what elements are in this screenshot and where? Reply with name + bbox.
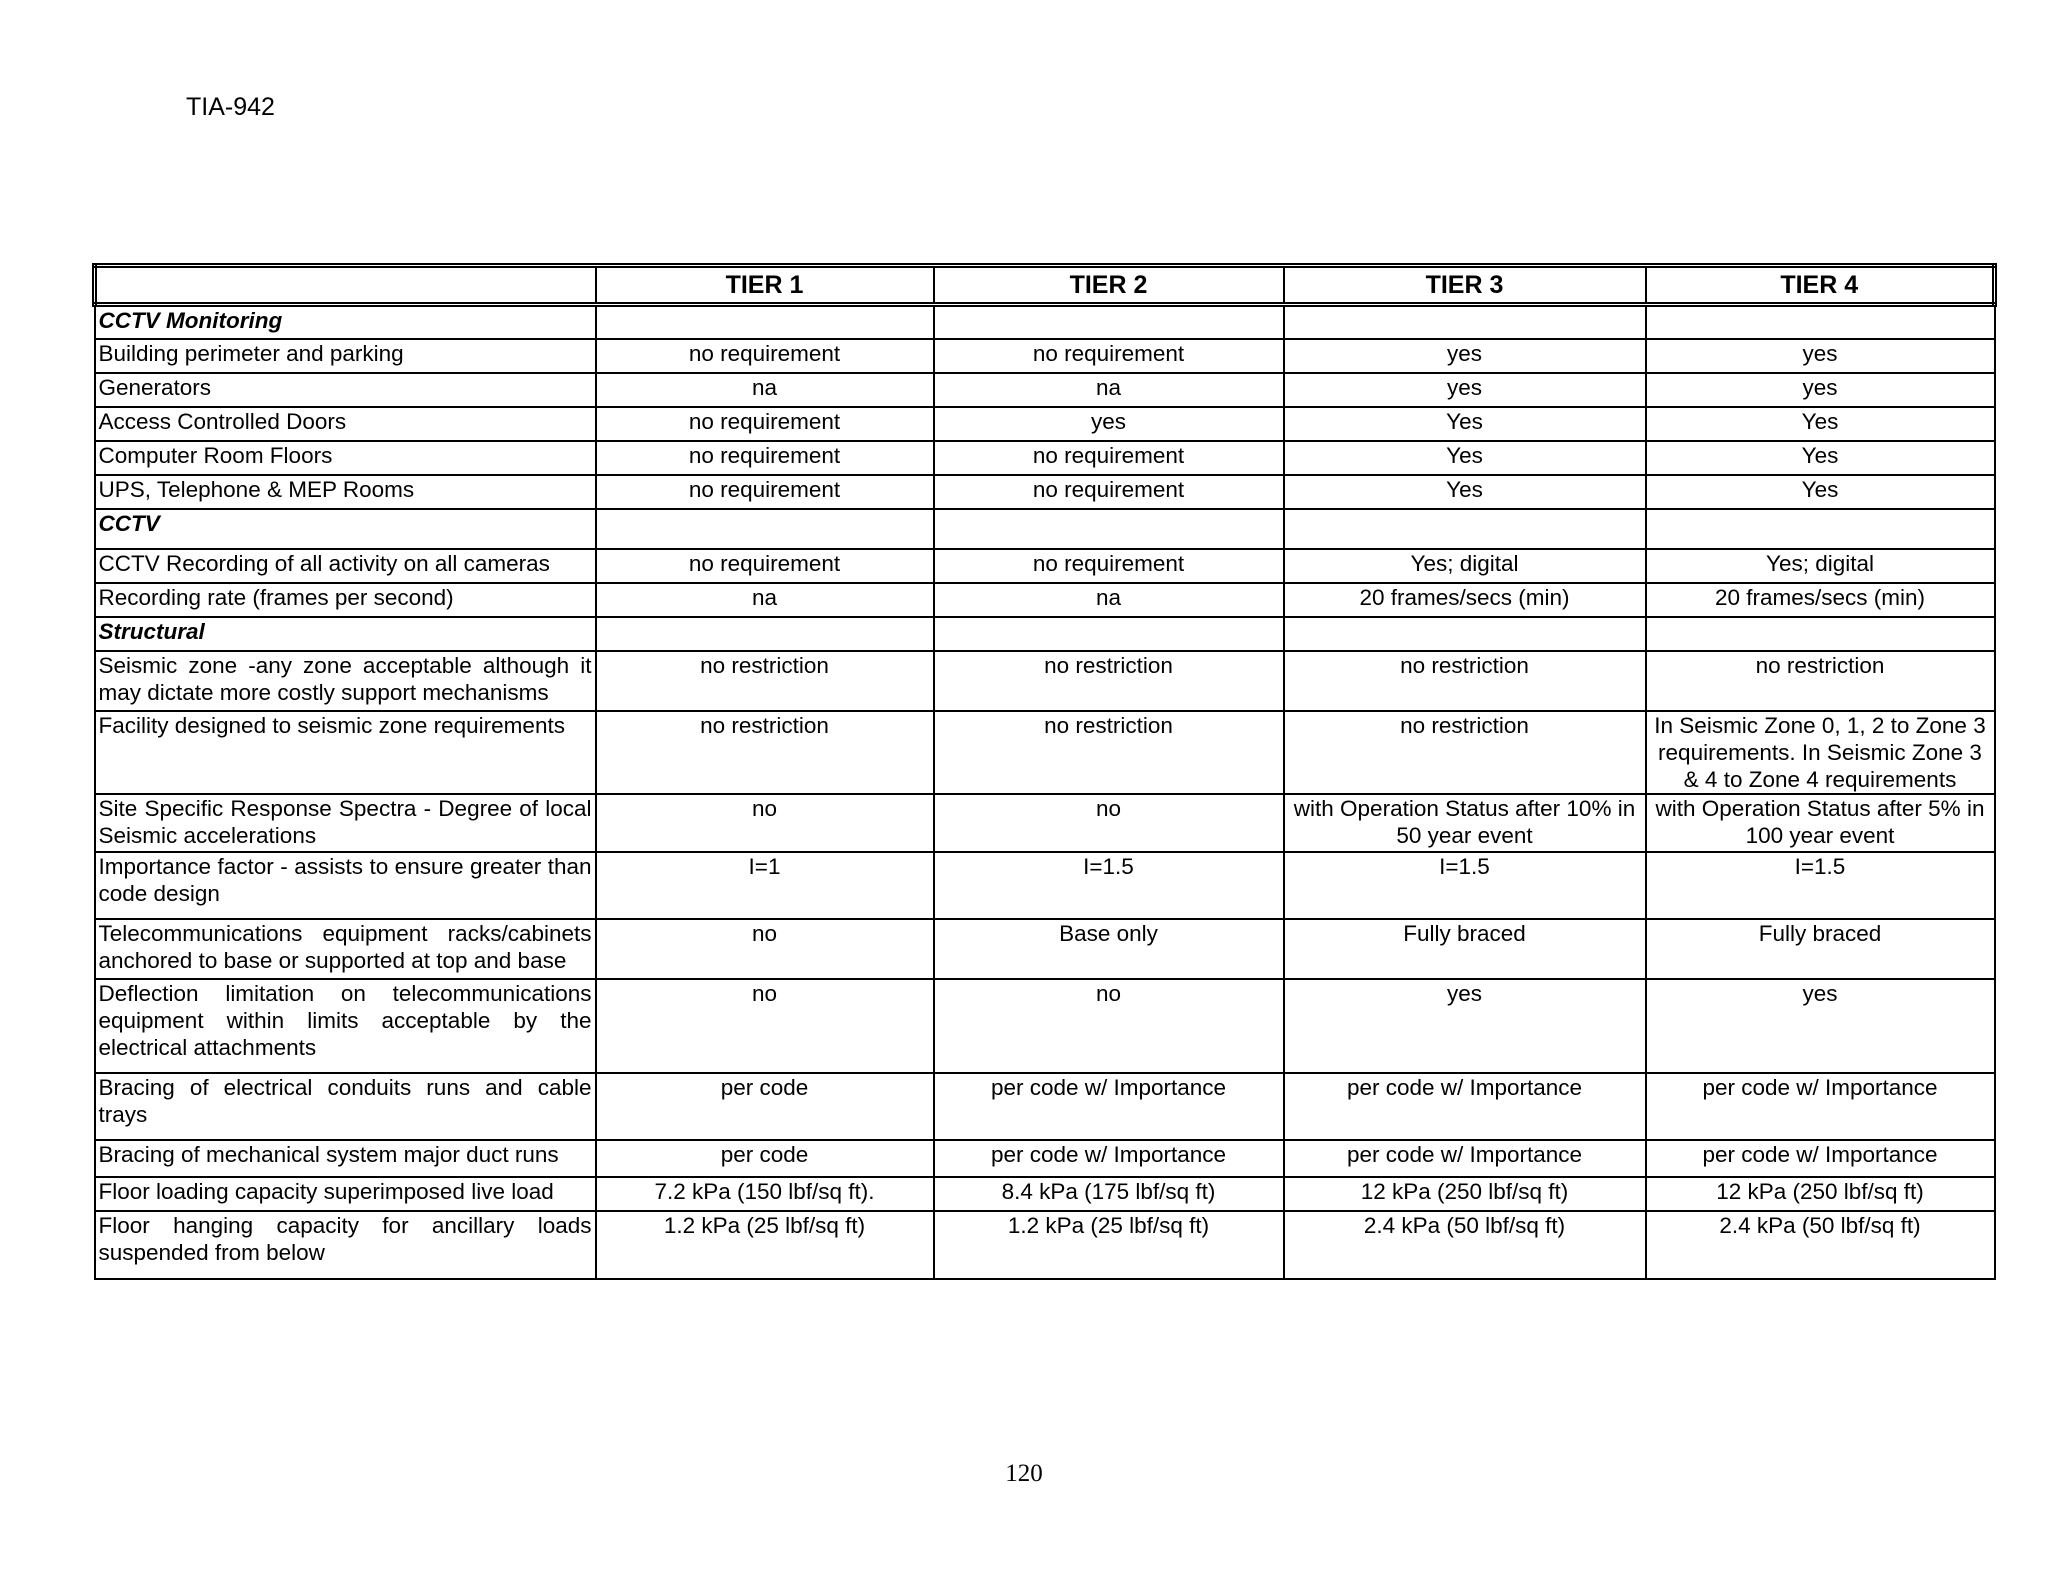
table-header-row	[95, 266, 1995, 305]
row-label: Access Controlled Doors	[95, 407, 596, 441]
table-row	[95, 1140, 1995, 1177]
tier-4-cell	[1646, 509, 1995, 549]
row-label: Generators	[95, 373, 596, 407]
tier-4-cell: 20 frames/secs (min)	[1646, 583, 1995, 617]
row-label: Seismic zone -any zone acceptable although it may dictate more costly support mechanisms	[95, 651, 596, 711]
tier-4-cell: with Operation Status after 5% in 100 year event	[1646, 794, 1995, 852]
tier-1-cell	[596, 617, 934, 651]
tier-3-cell: Yes	[1284, 407, 1646, 441]
row-label: Facility designed to seismic zone requirements	[95, 711, 596, 794]
table-row	[95, 711, 1995, 794]
tier-3-cell: Yes	[1284, 441, 1646, 475]
tier-4-cell: per code w/ Importance	[1646, 1073, 1995, 1140]
tier-2-cell: per code w/ Importance	[934, 1140, 1284, 1177]
tier-3-cell: yes	[1284, 979, 1646, 1073]
tier-3-cell	[1284, 305, 1646, 339]
tier-2-cell: no restriction	[934, 651, 1284, 711]
tier-3-cell: Fully braced	[1284, 919, 1646, 979]
tier-4-cell: no restriction	[1646, 651, 1995, 711]
page-number: 120	[1005, 1460, 1043, 1487]
row-label: Importance factor - assists to ensure greater than code design	[95, 852, 596, 919]
table-row	[95, 407, 1995, 441]
section-label: CCTV	[95, 509, 596, 549]
tier-2-cell: na	[934, 583, 1284, 617]
tier-2-cell: 8.4 kPa (175 lbf/sq ft)	[934, 1177, 1284, 1211]
tier-1-cell	[596, 509, 934, 549]
row-label: CCTV Recording of all activity on all cameras	[95, 549, 596, 583]
tier-4-cell: 12 kPa (250 lbf/sq ft)	[1646, 1177, 1995, 1211]
row-label: Bracing of mechanical system major duct runs	[95, 1140, 596, 1177]
section-label: CCTV Monitoring	[95, 305, 596, 339]
tier-2-cell: no requirement	[934, 475, 1284, 509]
table-row	[95, 852, 1995, 919]
tier-1-cell: no	[596, 794, 934, 852]
tier-1-cell: no restriction	[596, 651, 934, 711]
tier-3-cell: I=1.5	[1284, 852, 1646, 919]
tier-4-cell: Fully braced	[1646, 919, 1995, 979]
section-row	[95, 305, 1995, 339]
tier-3-cell: Yes; digital	[1284, 549, 1646, 583]
row-label: Recording rate (frames per second)	[95, 583, 596, 617]
tier-2-cell: no	[934, 979, 1284, 1073]
tier-3-cell: yes	[1284, 373, 1646, 407]
tier-3-cell: yes	[1284, 339, 1646, 373]
row-label: Deflection limitation on telecommunications equipment within limits acceptable by the electrical attachments	[95, 979, 596, 1073]
tier-1-cell: no requirement	[596, 339, 934, 373]
tier-1-cell: 7.2 kPa (150 lbf/sq ft).	[596, 1177, 934, 1211]
tier-4-cell: Yes	[1646, 407, 1995, 441]
tier-2-cell	[934, 509, 1284, 549]
tier-1-cell: per code	[596, 1140, 934, 1177]
tier-2-cell: no	[934, 794, 1284, 852]
table-row	[95, 475, 1995, 509]
tier-1-cell: no	[596, 979, 934, 1073]
tier-3-cell: per code w/ Importance	[1284, 1073, 1646, 1140]
tier-3-cell: no restriction	[1284, 711, 1646, 794]
tier-1-cell: no requirement	[596, 407, 934, 441]
tier-1-cell: no restriction	[596, 711, 934, 794]
tier-2-cell: Base only	[934, 919, 1284, 979]
row-label: Floor hanging capacity for ancillary loads suspended from below	[95, 1211, 596, 1279]
tier-4-cell: yes	[1646, 373, 1995, 407]
tier-1-cell: no	[596, 919, 934, 979]
tier-2-cell: no restriction	[934, 711, 1284, 794]
tier-4-cell: per code w/ Importance	[1646, 1140, 1995, 1177]
tier-4-cell: Yes	[1646, 441, 1995, 475]
table-body	[95, 305, 1995, 1279]
tier-3-cell	[1284, 617, 1646, 651]
tier-3-cell: with Operation Status after 10% in 50 year event	[1284, 794, 1646, 852]
tier-2-cell: yes	[934, 407, 1284, 441]
tier-4-cell: Yes; digital	[1646, 549, 1995, 583]
section-row	[95, 509, 1995, 549]
row-label: Bracing of electrical conduits runs and cable trays	[95, 1073, 596, 1140]
column-header-tier-3: TIER 3	[1284, 266, 1646, 305]
tier-1-cell: na	[596, 583, 934, 617]
tier-4-cell: I=1.5	[1646, 852, 1995, 919]
tier-2-cell	[934, 305, 1284, 339]
tier-2-cell: na	[934, 373, 1284, 407]
document-header: TIA-942	[186, 93, 275, 121]
table-row	[95, 441, 1995, 475]
tier-1-cell: no requirement	[596, 475, 934, 509]
column-header-tier-4: TIER 4	[1646, 266, 1995, 305]
table-row	[95, 919, 1995, 979]
tier-1-cell: na	[596, 373, 934, 407]
tier-2-cell: no requirement	[934, 441, 1284, 475]
tier-3-cell: 12 kPa (250 lbf/sq ft)	[1284, 1177, 1646, 1211]
tier-3-cell: Yes	[1284, 475, 1646, 509]
column-header-tier-2: TIER 2	[934, 266, 1284, 305]
tier-4-cell	[1646, 617, 1995, 651]
table-row	[95, 583, 1995, 617]
tier-2-cell: no requirement	[934, 339, 1284, 373]
row-label: Site Specific Response Spectra - Degree of local Seismic accelerations	[95, 794, 596, 852]
table-row	[95, 1073, 1995, 1140]
tier-3-cell: per code w/ Importance	[1284, 1140, 1646, 1177]
tier-3-cell: no restriction	[1284, 651, 1646, 711]
section-label: Structural	[95, 617, 596, 651]
tier-3-cell	[1284, 509, 1646, 549]
tier-1-cell	[596, 305, 934, 339]
table-row	[95, 651, 1995, 711]
table-row	[95, 1211, 1995, 1279]
tier-4-cell: yes	[1646, 339, 1995, 373]
row-label: Building perimeter and parking	[95, 339, 596, 373]
tier-4-cell: In Seismic Zone 0, 1, 2 to Zone 3 requirements. In Seismic Zone 3 & 4 to Zone 4 requirements	[1646, 711, 1995, 794]
table-row	[95, 339, 1995, 373]
section-row	[95, 617, 1995, 651]
column-header-tier-1: TIER 1	[596, 266, 934, 305]
tier-4-cell: Yes	[1646, 475, 1995, 509]
row-label: Telecommunications equipment racks/cabinets anchored to base or supported at top and base	[95, 919, 596, 979]
row-label: Floor loading capacity superimposed live load	[95, 1177, 596, 1211]
tier-3-cell: 2.4 kPa (50 lbf/sq ft)	[1284, 1211, 1646, 1279]
row-label: UPS, Telephone & MEP Rooms	[95, 475, 596, 509]
tier-1-cell: no requirement	[596, 441, 934, 475]
table-row	[95, 549, 1995, 583]
table-row	[95, 373, 1995, 407]
table-row	[95, 979, 1995, 1073]
table-row	[95, 794, 1995, 852]
tier-2-cell: I=1.5	[934, 852, 1284, 919]
tier-1-cell: I=1	[596, 852, 934, 919]
tier-2-cell	[934, 617, 1284, 651]
tier-4-cell: yes	[1646, 979, 1995, 1073]
tier-4-cell	[1646, 305, 1995, 339]
tier-4-cell: 2.4 kPa (50 lbf/sq ft)	[1646, 1211, 1995, 1279]
tier-2-cell: per code w/ Importance	[934, 1073, 1284, 1140]
tier-1-cell: no requirement	[596, 549, 934, 583]
row-label: Computer Room Floors	[95, 441, 596, 475]
table-row	[95, 1177, 1995, 1211]
tier-requirements-table	[92, 263, 1997, 1280]
tier-1-cell: 1.2 kPa (25 lbf/sq ft)	[596, 1211, 934, 1279]
tier-2-cell: 1.2 kPa (25 lbf/sq ft)	[934, 1211, 1284, 1279]
tier-3-cell: 20 frames/secs (min)	[1284, 583, 1646, 617]
tier-1-cell: per code	[596, 1073, 934, 1140]
column-header-label	[95, 266, 596, 305]
tier-2-cell: no requirement	[934, 549, 1284, 583]
